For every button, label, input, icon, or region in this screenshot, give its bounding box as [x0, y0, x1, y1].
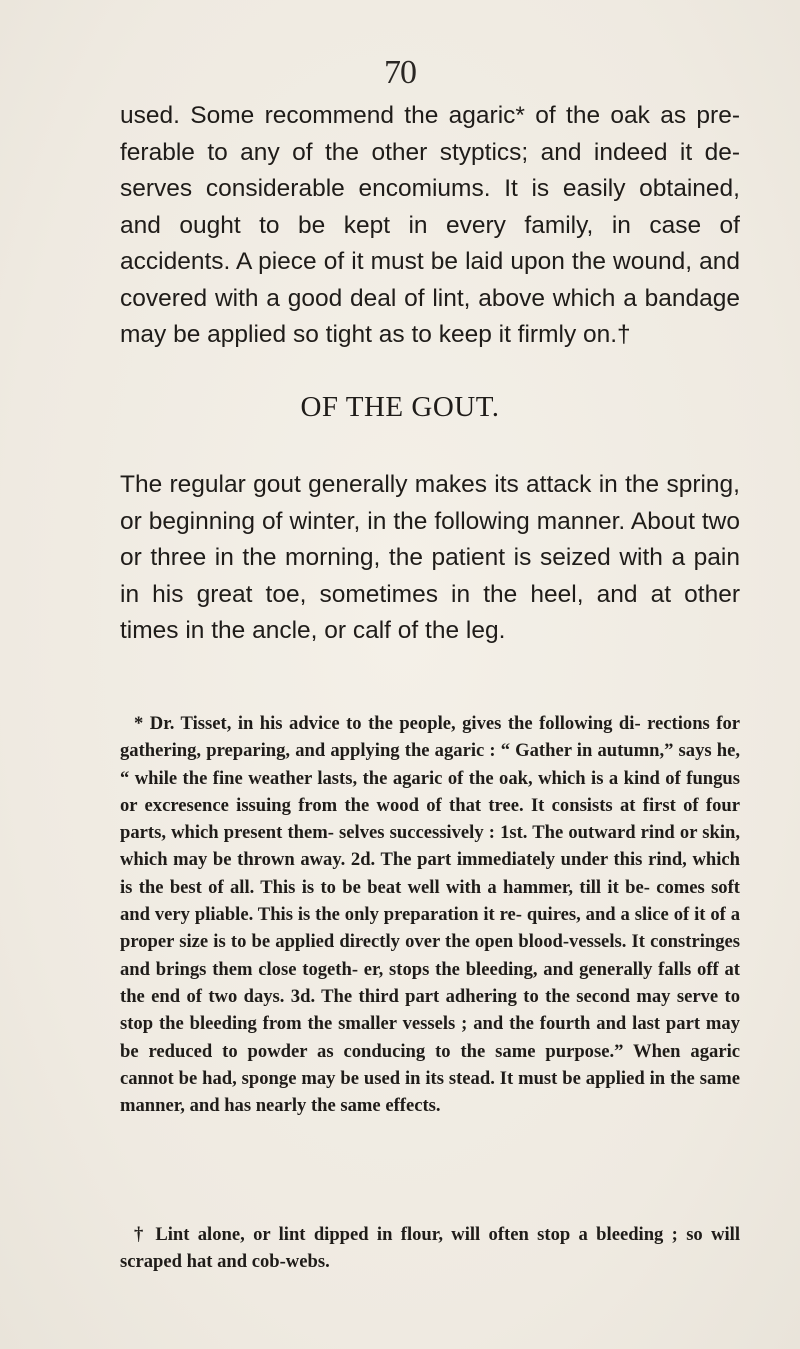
page-number: 70 — [384, 54, 416, 91]
footnote-lint: † Lint alone, or lint dipped in flour, will often stop a bleeding ; so will scraped hat and cob-webs. — [120, 1224, 740, 1273]
body-paragraph-styptics: used. Some recommend the agaric* of the oak as pre- ferable to any of the other styptics; and indeed it de- serves considerable encomiums. It is easily obtained, and ought to be kept in every family, in case of accidents. A piece of it must be laid upon the wound, and covered with a good deal of lint, above which a bandage may be applied so tight as to keep it firmly on.† — [120, 102, 740, 348]
body-paragraph-gout: The regular gout generally makes its attack in the spring, or beginning of winter, in the following manner. About two or three in the morning, the patient is seized with a pain in his great toe, sometimes in the heel, and at other times in the ancle, or calf of the leg. — [120, 471, 740, 644]
section-heading: OF THE GOUT. — [300, 391, 500, 423]
footnote-agaric: * Dr. Tisset, in his advice to the people, gives the following di- rections for gathering, preparing, and applying the agaric : “ Gather in autumn,” says he, “ while the fine weather lasts, the agaric of the oak, which is a kind of fungus or excresence issuing from the wood of that tree. It consists at first of four parts, which present them- selves successively : 1st. The outward rind or skin, which may be thrown away. 2d. The part immediately under this rind, which is the best of all. This is to be beat well with a hammer, till it be- comes soft and very pliable. This is the only preparation it re- quires, and a slice of it of a proper size is to be applied directly over the open blood-vessels. It constringes and brings them close togeth- er, stops the bleeding, and generally falls off at the end of two days. 3d. The third part adhering to the second may serve to stop the bleeding from the smaller vessels ; and the fourth and last part may be reduced to powder as conducing to the same purpose.” When agaric cannot be had, sponge may be used in its stead. It must be applied in the same manner, and has nearly the same effects. — [120, 713, 740, 1117]
